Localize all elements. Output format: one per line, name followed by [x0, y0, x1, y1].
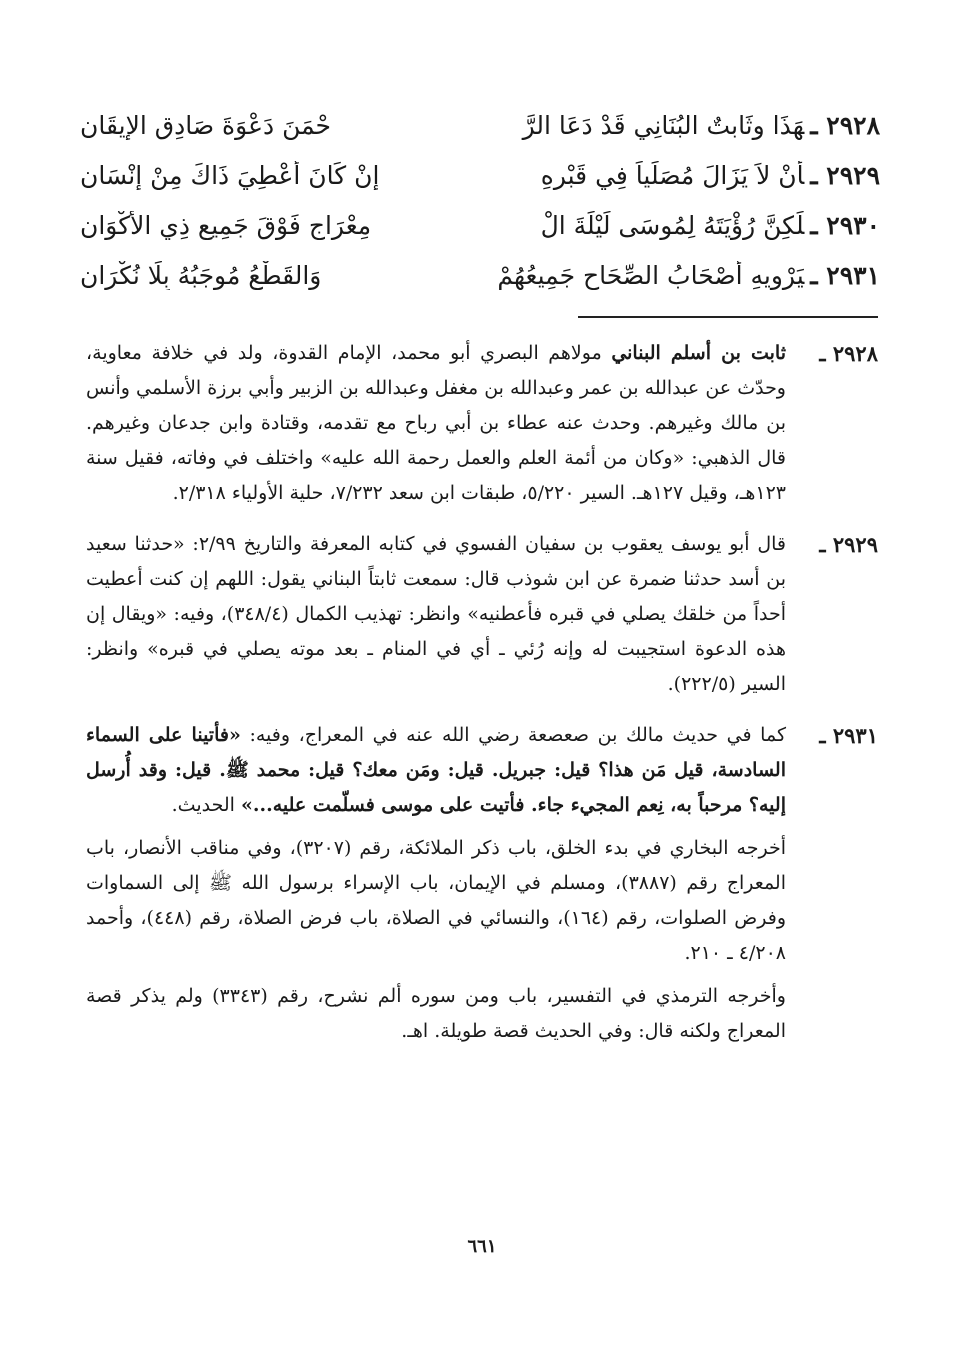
takhrij-paragraph: أخرجه البخاري في بدء الخلق، باب ذكر الملائكة، رقم (٣٢٠٧)، وفي مناقب الأنصار، باب المعراج رقم (٣٨٨٧)، ومسلم في الإيمان، باب الإسراء برسول الله ﷺ إلى السماوات وفرض الصلوات، رقم (١٦٤)، والنسائي في الصلاة، باب فرض الصلاة، رقم (٤٤٨)، وأحمد ٤/٢٠٨ ـ ٢١٠. — [86, 837, 786, 964]
verse-2931 — [80, 250, 880, 300]
verse-2930 — [80, 200, 880, 250]
footnote-divider — [578, 316, 878, 318]
verse-second-hemistich: وَالقَطْعُ مُوجَبُهُ بِلَا نُكْرَانِ — [80, 260, 322, 290]
verse-2928 — [80, 100, 880, 150]
hadith-quote: «فأتينا على السماء السادسة، قيل مَن هذا؟ قيل: جبريل. قيل: ومَن معك؟ قيل: محمد ﷺ. قيل: وقد أُرسل إليه؟ مرحباً به، نِعم المجيء جاء. فأتيت على موسى فسلّمت عليه...» — [86, 724, 786, 816]
footnote-tail: الحديث. — [171, 794, 235, 816]
person-name: ثابت بن أسلم البناني — [611, 342, 787, 364]
verse-first-hemistich — [485, 161, 880, 190]
footnote-paragraph — [86, 718, 786, 823]
footnote-2929 — [86, 527, 878, 708]
verse-second-hemistich: حْمَنَ دَعْوَةَ صَادِقِ الإِيقَانِ — [80, 110, 332, 140]
page-number: ٦٦١ — [467, 1236, 497, 1257]
verse-first-text: لَكِنَّ رُؤْيَتَهُ لِمُوسَى لَيْلَةَ الْ — [540, 210, 805, 240]
verse-2929 — [80, 150, 880, 200]
verse-number: ٢٩٢٩ ـ — [810, 160, 880, 190]
verse-first-hemistich — [485, 261, 880, 290]
footnote-paragraph: قال أبو يوسف يعقوب بن سفيان الفسوي في كتابه المعرفة والتاريخ ٢/٩٩: «حدثنا سعيد بن أسد حدثنا ضمرة عن ابن شوذب قال: سمعت ثابتاً البناني يقول: اللهم إن كنت أعطيت أحداً من خلقك يصلي في قبره فأعطنيه» وانظر: تهذيب الكمال (٣٤٨/٤)، وفيه: «ويقال إن هذه الدعوة استجيبت له وإنه رُئي ـ أي في المنام ـ بعد موته يصلي في قبره» وانظر: السير (٢٢٢/٥). — [86, 533, 786, 695]
footnote-label: ٢٩٣١ ـ — [819, 723, 878, 748]
footnote-paragraph — [86, 336, 786, 511]
footnote-2931 — [86, 718, 878, 1055]
verse-number: ٢٩٣١ ـ — [810, 260, 880, 290]
verse-second-hemistich: مِعْرَاجِ فَوْقَ جَمِيعِ ذِي الأكْوَانِ — [80, 210, 372, 240]
verse-first-hemistich — [485, 111, 880, 140]
verse-number: ٢٩٣٠ ـ — [810, 210, 880, 240]
takhrij-paragraph: وأخرجه الترمذي في التفسير، باب ومن سوره ألم نشرح، رقم (٣٣٤٣) ولم يذكر قصة المعراج ولكنه قال: وفي الحديث قصة طويلة. اهـ. — [86, 985, 786, 1042]
footnote-text: مولاهم البصري أبو محمد، الإمام القدوة، ولد في خلافة معاوية، وحدّث عن عبدالله بن عمر وعبدالله بن مغفل وعبدالله بن الزبير وأبي برزة الأسلمي وأنس بن مالك وغيرهم. وحدث عنه عطاء بن أبي رباح مع تقدمه، وقتادة وابن جدعان وغيرهم. قال الذهبي: «وكان من أئمة العلم والعمل رحمة الله عليه» واختلف في وفاته، فقيل سنة ١٢٣هـ، وقيل ١٢٧هـ. السير ٥/٢٢٠، طبقات ابن سعد ٧/٢٣٢، حلية الأولياء ٢/٣١٨. — [86, 342, 786, 504]
verse-first-text: أنْ لاَ يَزَالَ مُصَلِّياً فِي قَبْرِهِ — [540, 160, 805, 190]
verse-first-text: يَرْوِيهِ أصْحَابُ الصِّحَاحِ جَمِيعُهُمْ — [497, 260, 805, 290]
footnotes — [86, 336, 878, 1065]
footnote-label: ٢٩٢٨ ـ — [819, 341, 878, 366]
verse-first-hemistich — [485, 211, 880, 240]
verse-first-text: هَذَا وثَابتٌ البُنَانِي قَدْ دَعَا الرَّ — [522, 110, 805, 140]
footnote-body — [86, 336, 786, 517]
verse-second-hemistich: إنْ كَانَ أُعْطِيَ ذَاكَ مِنْ إنْسَانِ — [80, 160, 380, 190]
footnote-2928 — [86, 336, 878, 517]
poem-block — [80, 100, 880, 300]
footnote-label: ٢٩٢٩ ـ — [819, 532, 878, 557]
footnote-body — [86, 527, 786, 708]
verse-number: ٢٩٢٨ ـ — [810, 110, 880, 140]
footnote-body — [86, 718, 786, 1055]
footnote-intro: كما في حديث مالك بن صعصعة رضي الله عنه في المعراج، وفيه: — [249, 724, 786, 746]
